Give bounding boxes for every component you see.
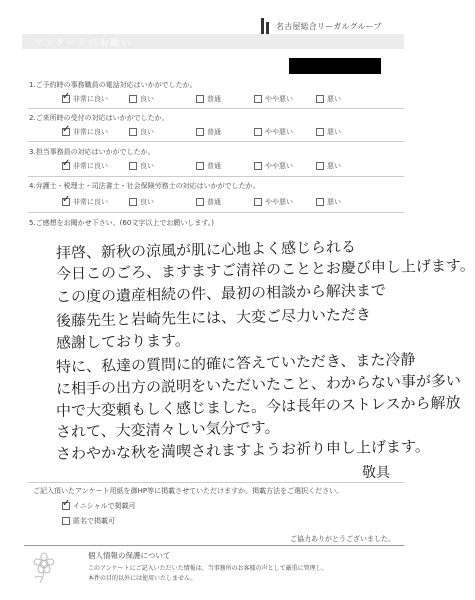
option-q1-4[interactable]: 悪い [316, 94, 341, 104]
option-q3-3[interactable]: やや悪い [254, 161, 293, 171]
consent-question: ご記入頂いたアンケート用紙を御HP等に掲載させていただけますか。掲載方法をご選択ください。 [33, 487, 344, 495]
consent-option-anonymous[interactable]: 匿名で掲載可 [62, 516, 115, 526]
check-icon: ✓ [62, 124, 71, 135]
option-q1-0[interactable]: ✓ 非常に良い [62, 91, 108, 103]
option-q3-0[interactable]: ✓ 非常に良い [62, 158, 108, 170]
banner-title: アンケートのお願い [34, 39, 133, 49]
checkbox[interactable] [316, 128, 324, 136]
checkbox[interactable] [129, 162, 137, 170]
checkbox[interactable] [129, 95, 137, 103]
divider [28, 482, 404, 483]
checkbox[interactable] [62, 91, 71, 103]
question-5: 5.ご感想をお聞かせ下さい。(60文字以上でお願いします。) [29, 219, 214, 227]
checkbox[interactable] [196, 162, 204, 170]
option-q4-4[interactable]: 悪い [316, 197, 341, 207]
redacted-name-field [289, 58, 381, 74]
option-q1-2[interactable]: 普通 [196, 94, 221, 104]
option-q2-3[interactable]: やや悪い [254, 127, 293, 137]
checkbox[interactable] [254, 162, 262, 170]
checkbox[interactable] [129, 198, 137, 206]
checkbox[interactable] [196, 198, 204, 206]
flower-icon [28, 552, 60, 584]
question-4: 4.弁護士・税理士・司法書士・社会保険労務士の対応はいかがでしたか。 [29, 182, 260, 190]
option-q3-1[interactable]: 良い [129, 161, 154, 171]
checkbox[interactable] [316, 95, 324, 103]
checkbox[interactable] [254, 128, 262, 136]
question-2: 2.ご来所時の受付の対応はいかがでしたか。 [29, 114, 169, 122]
option-q1-3[interactable]: やや悪い [254, 94, 293, 104]
handwriting-line: 中で大変頼もしく感じました。今は長年のストレスから解放 [55, 393, 461, 420]
logo-icon [261, 18, 270, 34]
option-q1-1[interactable]: 良い [129, 94, 154, 104]
divider [28, 176, 404, 177]
options-q3 [62, 158, 352, 171]
option-q4-2[interactable]: 普通 [196, 197, 221, 207]
option-q4-1[interactable]: 良い [129, 197, 154, 207]
option-q2-0[interactable]: ✓ 非常に良い [62, 124, 108, 136]
checkbox[interactable] [62, 124, 71, 136]
privacy-notice [24, 545, 404, 590]
question-1: 1.ご予約時の事務職員の電話対応はいかがでしたか。 [29, 81, 197, 89]
form-banner [22, 34, 404, 49]
thanks-text: ご協力ありがとうございました。 [290, 535, 395, 543]
org-name: 名古屋総合リーガルグループ [276, 22, 382, 31]
handwriting-line: されて、大変清々しい気分です。 [55, 418, 280, 441]
options-q1 [62, 91, 352, 104]
checkbox[interactable] [316, 162, 324, 170]
checkbox[interactable] [62, 517, 70, 525]
checkbox[interactable] [62, 194, 71, 206]
checkbox[interactable] [196, 128, 204, 136]
options-q4 [62, 194, 352, 207]
checkbox[interactable] [196, 95, 204, 103]
checkbox[interactable] [254, 95, 262, 103]
option-q2-4[interactable]: 悪い [316, 127, 341, 137]
checkbox[interactable] [62, 158, 71, 170]
handwriting-line: 感謝しております。 [55, 331, 190, 352]
question-3: 3.担当事務員の対応はいかがでしたか。 [29, 148, 155, 156]
check-icon: ✓ [62, 158, 71, 169]
check-icon: ✓ [62, 194, 71, 205]
option-q3-4[interactable]: 悪い [316, 161, 341, 171]
divider [28, 108, 404, 109]
option-q4-0[interactable]: ✓ 非常に良い [62, 194, 108, 206]
checkbox[interactable] [129, 128, 137, 136]
handwriting-line: に相手の出方の説明をいただいたこと、わからない事が多い [55, 371, 462, 398]
option-q2-2[interactable]: 普通 [196, 127, 221, 137]
divider [28, 212, 404, 213]
privacy-line-1: このアンケートにご記入いただいた情報は、当事務所のお客様の声として厳重に管理し、 [88, 565, 328, 572]
closing-signature: 敬具 [362, 465, 390, 481]
option-q2-1[interactable]: 良い [129, 127, 154, 137]
divider [28, 141, 404, 142]
checkbox[interactable] [254, 198, 262, 206]
handwriting-line: 特に、私達の質問に的確に答えていただき、また冷静 [55, 350, 416, 376]
option-q4-3[interactable]: やや悪い [254, 197, 293, 207]
checkbox[interactable] [62, 498, 71, 510]
options-q2 [62, 124, 352, 137]
handwriting-line: 拝啓、新秋の涼風が肌に心地よく感じられる [55, 237, 357, 262]
consent-option-initials[interactable]: ✓ イニシャルで掲載可 [62, 498, 136, 510]
handwriting-line: 後藤先生と岩崎先生には、大変ご尽力いただき [55, 305, 372, 330]
checkbox[interactable] [316, 198, 324, 206]
handwriting-line: さわやかな秋を満喫されますようお祈り申し上げます。 [55, 437, 430, 463]
privacy-line-2: 本件の目的以外には使用いたしません。 [88, 575, 197, 582]
handwriting-line: 今日このごろ、ますますご清祥のこととお慶び申し上げます。 [55, 256, 475, 283]
handwriting-line: この度の遺産相続の件、最初の相談から解決まで [55, 281, 387, 306]
privacy-title: 個人情報の保護について [88, 551, 171, 560]
check-icon: ✓ [62, 91, 71, 102]
option-q3-2[interactable]: 普通 [196, 161, 221, 171]
check-icon: ✓ [62, 498, 71, 509]
